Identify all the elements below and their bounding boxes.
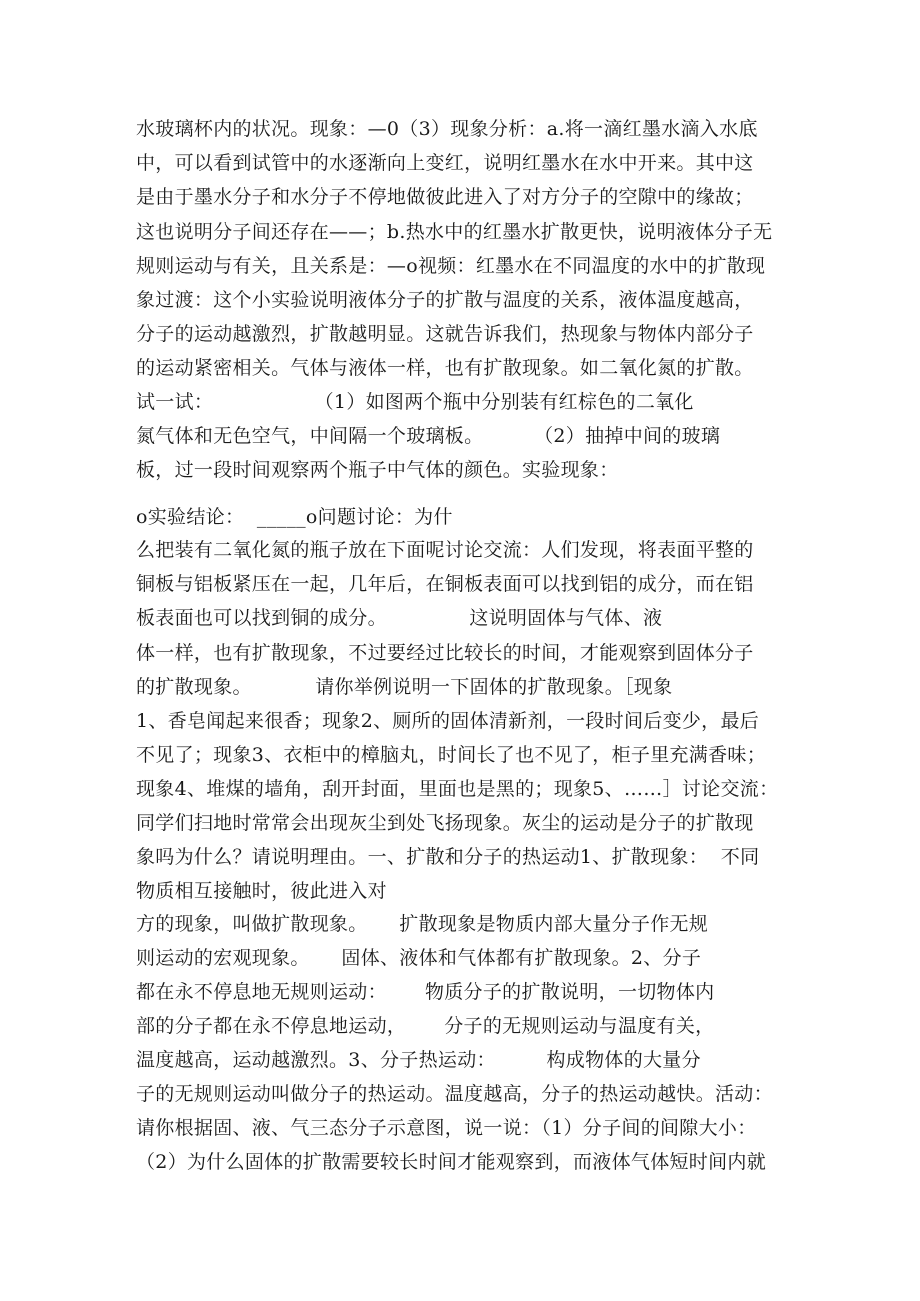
text-line: 体一样，也有扩散现象，不过要经过比较长的时间，才能观察到固体分子 bbox=[136, 642, 754, 664]
text-line: 物质相互接触时，彼此进入对 bbox=[136, 880, 387, 902]
text-line: 铜板与铝板紧压在一起，几年后，在铜板表面可以找到铝的成分，而在铝 bbox=[136, 573, 754, 595]
text-line: 板，过一段时间观察两个瓶子中气体的颜色。实验现象： bbox=[136, 459, 619, 481]
text-line: 同学们扫地时常常会出现灰尘到处飞扬现象。灰尘的运动是分子的扩散现 bbox=[136, 812, 754, 834]
text-line: 是由于墨水分子和水分子不停地做彼此进入了对方分子的空隙中的缘故； bbox=[136, 186, 754, 208]
text-line: （2）为什么固体的扩散需要较长时间才能观察到，而液体气体短时间内就 bbox=[136, 1151, 766, 1173]
text-line: 的运动紧密相关。气体与液体一样，也有扩散现象。如二氧化氮的扩散。 bbox=[136, 357, 754, 379]
text-line: 温度越高，运动越激烈。3、分子热运动： 构成物体的大量分 bbox=[136, 1049, 701, 1071]
text-line: 么把装有二氧化氮的瓶子放在下面呢讨论交流：人们发现，将表面平整的 bbox=[136, 539, 754, 561]
text-line: 分子的运动越激烈，扩散越明显。这就告诉我们，热现象与物体内部分子 bbox=[136, 323, 754, 345]
text-line: 象过渡：这个小实验说明液体分子的扩散与温度的关系，液体温度越高， bbox=[136, 289, 754, 311]
text-line: 规则运动与有关，且关系是：—o视频：红墨水在不同温度的水中的扩散现 bbox=[136, 255, 766, 277]
text-line: 试一试： （1）如图两个瓶中分别装有红棕色的二氧化 bbox=[136, 391, 694, 413]
text-line: 请你根据固、液、气三态分子示意图，说一说：（1）分子间的间隙大小： bbox=[136, 1117, 757, 1139]
text-line: 子的无规则运动叫做分子的热运动。温度越高，分子的热运动越快。活动： bbox=[136, 1083, 773, 1105]
text-line: 1、香皂闻起来很香；现象2、厕所的固体清新剂，一段时间后变少，最后 bbox=[136, 710, 760, 732]
text-line: 现象4、堆煤的墙角，刮开封面，里面也是黑的；现象5、……］讨论交流： bbox=[136, 778, 779, 800]
text-line: 这也说明分子间还存在——；b.热水中的红墨水扩散更快，说明液体分子无 bbox=[136, 221, 773, 243]
text-line: 中，可以看到试管中的水逐渐向上变红，说明红墨水在水中开来。其中这 bbox=[136, 152, 754, 174]
text-line: 板表面也可以找到铜的成分。 这说明固体与气体、液 bbox=[136, 607, 663, 629]
text-line: 氮气体和无色空气，中间隔一个玻璃板。 （2）抽掉中间的玻璃 bbox=[136, 425, 721, 447]
text-line: 水玻璃杯内的状况。现象：—0（3）现象分析：a.将一滴红墨水滴入水底 bbox=[136, 118, 758, 140]
text-line: 则运动的宏观现象。 固体、液体和气体都有扩散现象。2、分子 bbox=[136, 947, 702, 969]
text-line: 不见了；现象3、衣柜中的樟脑丸，时间长了也不见了，柜子里充满香味； bbox=[136, 744, 766, 766]
text-line: 方的现象，叫做扩散现象。 扩散现象是物质内部大量分子作无规 bbox=[136, 913, 709, 935]
text-line: 的扩散现象。 请你举例说明一下固体的扩散现象。［现象 bbox=[136, 676, 673, 698]
text-line: 象吗为什么？请说明理由。一、扩散和分子的热运动1、扩散现象： 不同 bbox=[136, 846, 760, 868]
text-line: o实验结论： _____o问题讨论：为什 bbox=[136, 506, 453, 528]
text-line: 都在永不停息地无规则运动： 物质分子的扩散说明，一切物体内 bbox=[136, 981, 715, 1003]
text-line: 部的分子都在永不停息地运动， 分子的无规则运动与温度有关， bbox=[136, 1015, 715, 1037]
